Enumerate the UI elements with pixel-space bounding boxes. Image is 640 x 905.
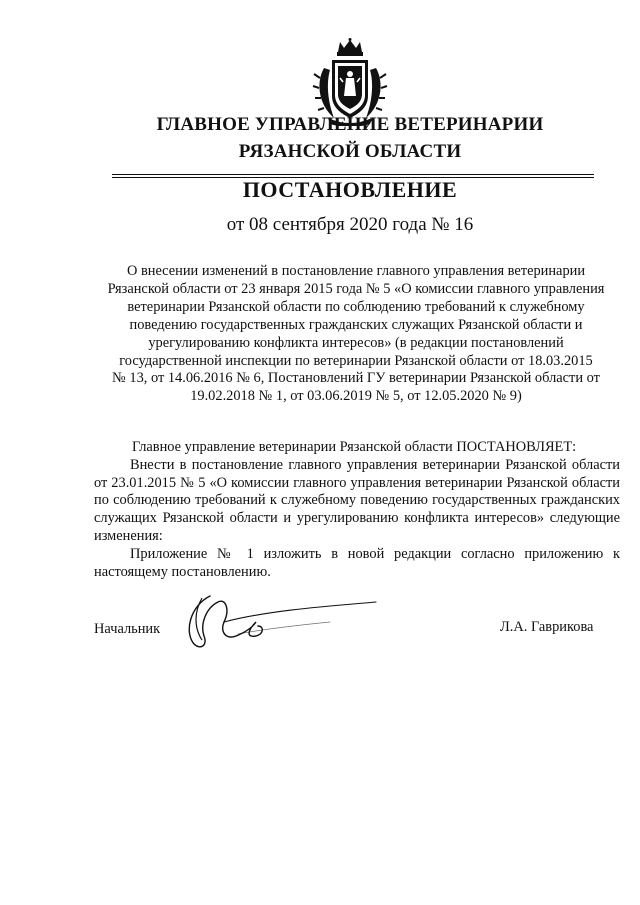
preamble: Главное управление ветеринарии Рязанской области ПОСТАНОВЛЯЕТ: xyxy=(132,439,577,455)
subject-line: № 13, от 14.06.2016 № 6, Постановлений ГУ ветеринарии Рязанской области от xyxy=(112,370,600,387)
organization-name-line2: РЯЗАНСКОЙ ОБЛАСТИ xyxy=(238,141,462,162)
document-body xyxy=(94,439,620,581)
subject-line: 19.02.2018 № 1, от 03.06.2019 № 5, от 12.05.2020 № 9) xyxy=(190,388,522,405)
handwritten-signature xyxy=(180,588,390,654)
header-divider xyxy=(112,174,594,175)
signatory-role: Начальник xyxy=(94,621,161,637)
document-type-title: ПОСТАНОВЛЕНИЕ xyxy=(242,177,458,202)
subject-line: О внесении изменений в постановление главного управления ветеринарии xyxy=(126,263,586,279)
organization-name-line1: ГЛАВНОЕ УПРАВЛЕНИЕ ВЕТЕРИНАРИИ xyxy=(156,114,544,135)
subject-line: Рязанской области от 23 января 2015 года № 5 «О комиссии главного управления xyxy=(107,280,605,297)
subject-line: поведению государственных гражданских служащих Рязанской области и xyxy=(129,316,583,333)
body-paragraph-2: Приложение № 1 изложить в новой редакции согласно приложению к настоящему постановлению. xyxy=(94,545,620,580)
subject-line: государственной инспекции по ветеринарии Рязанской области от 18.03.2015 xyxy=(119,352,593,369)
subject-line: урегулированию конфликта интересов» (в редакции постановлений xyxy=(148,334,564,351)
document-subject xyxy=(94,263,618,406)
document-date-number: от 08 сентября 2020 года № 16 xyxy=(226,214,474,235)
subject-line: ветеринарии Рязанской области по соблюдению требований к служебному xyxy=(127,298,585,315)
signatory-name: Л.А. Гаврикова xyxy=(500,619,594,635)
coat-of-arms-icon xyxy=(310,38,390,126)
body-paragraph-1: Внести в постановление главного управления ветеринарии Рязанской области от 23.01.2015 № 5 «О комиссии главного управления ветеринарии Рязанской области по соблюдению требований к служебному поведению государственных гражданских служащих Рязанской области и урегулированию конфликта интересов» следующие изменения: xyxy=(94,456,620,544)
